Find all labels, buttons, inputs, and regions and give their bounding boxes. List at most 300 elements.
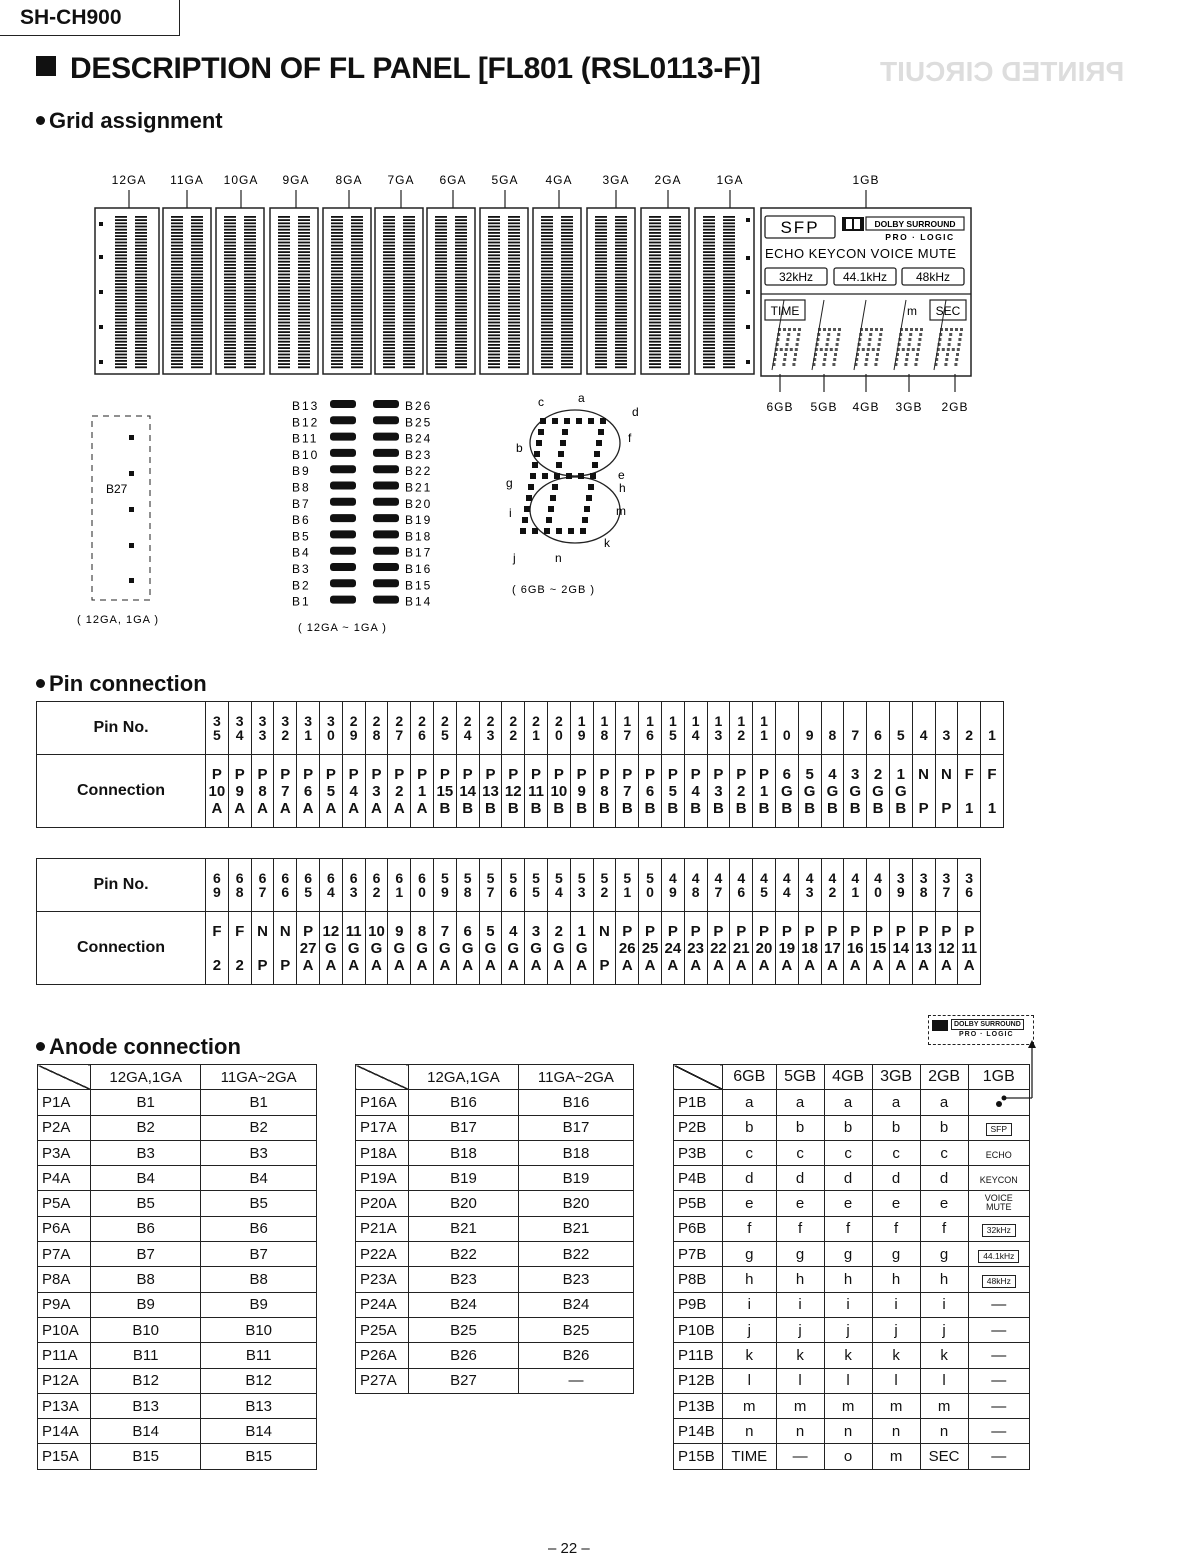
anode-cell: f [920,1216,968,1241]
diag-corner-cell [674,1065,723,1090]
table-row [674,1343,1030,1368]
diag-corner-cell [356,1065,409,1090]
anode-cell: — [968,1292,1029,1317]
pin-no-cell: 1 3 [707,702,730,755]
anode-cell: — [776,1444,824,1469]
pin-no-cell: 2 8 [365,702,388,755]
gb-indicator-box: 44.1kHz [978,1250,1019,1263]
anode-cell: a [776,1090,824,1115]
bar-label-B21: B21 [405,480,433,495]
anode-cell: P4B [674,1166,723,1191]
anode-cell: P12B [674,1368,723,1393]
table-row [674,1115,1030,1140]
connection-cell: 12 G A [319,912,342,985]
anode-cell: B6 [201,1216,317,1241]
connection-cell: F 2 [228,912,251,985]
anode-cell: B22 [518,1242,633,1267]
anode-cell: f [723,1216,777,1241]
anode-cell: P24A [356,1292,409,1317]
grid-bottom-label-2GB: 2GB [941,400,969,414]
pin-no-cell: 5 4 [547,859,570,912]
pin-no-cell: 1 [981,702,1004,755]
connection-cell: 3 G A [525,912,548,985]
anode-cell: B6 [91,1216,201,1241]
pin-no-cell: 6 8 [228,859,251,912]
pin-no-cell: 3 1 [297,702,320,755]
anode-cell: l [824,1368,872,1393]
anode-cell: P23A [356,1267,409,1292]
gb-indicator-box: 48kHz [982,1275,1016,1288]
anode-cell: B15 [91,1444,201,1469]
pin-no-cell: 5 1 [616,859,639,912]
page-number: – 22 – [548,1540,590,1557]
anode-cell: P1B [674,1090,723,1115]
pin-no-cell: 3 3 [251,702,274,755]
bar-right [373,596,399,604]
anode-cell: e [776,1191,824,1216]
connection-cell: P 20 A [753,912,776,985]
seg-letter-d: d [632,405,639,419]
connection-cell: P 8 B [593,755,616,828]
anode-cell: P18A [356,1140,409,1165]
connection-cell: 8 G A [411,912,434,985]
anode-cell: b [920,1115,968,1140]
anode-cell: i [723,1292,777,1317]
bar-left [330,547,356,555]
anode-cell: e [920,1191,968,1216]
grid-label-3GA: 3GA [602,173,630,187]
bar-left [330,433,356,441]
connection-header: Connection [37,755,206,828]
grid-label-1GB: 1GB [852,173,880,187]
table-row [356,1115,634,1140]
pin-no-header: Pin No. [37,702,206,755]
anode-cell: B22 [409,1242,519,1267]
bar-left [330,465,356,473]
pin-no-cell: 5 2 [593,859,616,912]
table-row [674,1242,1030,1267]
pin-no-cell: 3 8 [912,859,935,912]
anode-cell: d [723,1166,777,1191]
connection-cell: N P [274,912,297,985]
anode-cell: j [920,1317,968,1342]
seg-letter-f: f [628,431,632,445]
anode-cell: B15 [201,1444,317,1469]
anode-col-header: 4GB [824,1065,872,1090]
pin-no-cell: 9 [798,702,821,755]
anode-cell: B10 [91,1317,201,1342]
grid-label-4GA: 4GA [545,173,573,187]
anode-cell: m [723,1393,777,1418]
anode-cell: j [872,1317,920,1342]
grid-label-8GA: 8GA [335,173,363,187]
grid-label-2GA: 2GA [654,173,682,187]
dolby-label: DOLBY SURROUND [874,219,956,229]
connection-cell: 9 G A [388,912,411,985]
table-row [38,1393,317,1418]
anode-cell: B11 [91,1343,201,1368]
table-row [674,1317,1030,1342]
bar-label-B12: B12 [292,415,320,430]
bar-label-B7: B7 [292,496,311,511]
seg-letter-a: a [578,391,585,405]
b27-diagram [77,416,159,626]
pin-no-cell: 5 [889,702,912,755]
anode-cell: P21A [356,1216,409,1241]
grid-block-2 [163,208,211,374]
connection-cell: P 13 B [479,755,502,828]
anode-cell: — [968,1343,1029,1368]
table-row [356,1140,634,1165]
freq-48: 48kHz [915,270,951,284]
anode-cell: B3 [201,1140,317,1165]
pin-no-cell: 6 5 [297,859,320,912]
bar-left [330,449,356,457]
connection-cell: 5 G A [479,912,502,985]
diag-corner-cell [38,1065,91,1090]
table-row [674,1216,1030,1241]
pin-no-cell: 4 0 [867,859,890,912]
anode-cell: P13A [38,1393,91,1418]
anode-cell: P27A [356,1368,409,1393]
pin-no-cell: 3 4 [228,702,251,755]
grid-label-6GA: 6GA [439,173,467,187]
table-row [38,1444,317,1469]
bar-label-B22: B22 [405,464,433,479]
connection-cell: P 6 B [639,755,662,828]
bar-right [373,465,399,473]
grid-block-7 [427,208,475,374]
seg-letter-k: k [604,536,610,550]
connection-cell: 5 G B [798,755,821,828]
anode-cell: P11A [38,1343,91,1368]
grid-block-9 [533,208,581,374]
pin-no-cell: 0 [775,702,798,755]
table-row [674,1140,1030,1165]
anode-cell: j [723,1317,777,1342]
anode-cell: B23 [409,1267,519,1292]
anode-cell: B9 [91,1292,201,1317]
table-row [38,1090,317,1115]
dolby-logo-icon [842,217,864,231]
connection-cell: P 15 B [433,755,456,828]
anode-cell: B11 [201,1343,317,1368]
grid-block-4 [270,208,318,374]
anode-cell: h [723,1267,777,1292]
anode-cell: B17 [409,1115,519,1140]
gb-panel [761,208,971,376]
anode-cell: P1A [38,1090,91,1115]
grid-block-10 [587,208,635,374]
table-row [38,1343,317,1368]
bar-right [373,416,399,424]
anode-cell: l [872,1368,920,1393]
anode-cell: P15B [674,1444,723,1469]
grid-label-5GA: 5GA [491,173,519,187]
bar-label-B20: B20 [405,496,433,511]
bar-label-B10: B10 [292,447,320,462]
connection-cell: P 15 A [867,912,890,985]
table-row [38,1140,317,1165]
pin-no-cell: 2 3 [479,702,502,755]
connection-cell: P 12 B [502,755,525,828]
anode-cell: g [723,1242,777,1267]
pin-no-cell: 4 5 [753,859,776,912]
anode-cell: l [723,1368,777,1393]
anode-cell: k [920,1343,968,1368]
anode-cell [968,1140,1029,1165]
anode-cell: B4 [201,1166,317,1191]
connection-cell: 10 G A [365,912,388,985]
anode-cell: P4A [38,1166,91,1191]
segment-diagram [506,391,639,565]
pin-no-cell: 4 7 [707,859,730,912]
connection-cell: P 13 A [912,912,935,985]
bar-left [330,400,356,408]
grid-bottom-label-3GB: 3GB [895,400,923,414]
seg-letter-j: j [513,551,516,565]
pin-no-cell: 4 2 [821,859,844,912]
pin-no-cell: 4 4 [775,859,798,912]
anode-col-header: 11GA~2GA [201,1065,317,1090]
anode-cell: P12A [38,1368,91,1393]
anode-cell: P3B [674,1140,723,1165]
anode-cell: B26 [409,1343,519,1368]
pin-no-cell: 1 7 [616,702,639,755]
segment-digits [772,300,963,370]
sec-label: SEC [935,304,961,318]
model-box: SH-CH900 [0,0,180,36]
anode-cell: B10 [201,1317,317,1342]
anode-cell [968,1242,1029,1267]
pin-no-header: Pin No. [37,859,206,912]
grid-bottom-label-5GB: 5GB [810,400,838,414]
anode-cell: P20A [356,1191,409,1216]
anode-cell: l [920,1368,968,1393]
anode-cell: B23 [518,1267,633,1292]
grid-label-1GA: 1GA [716,173,744,187]
anode-cell: P10B [674,1317,723,1342]
anode-cell: e [723,1191,777,1216]
anode-cell: B16 [409,1090,519,1115]
anode-cell: P6A [38,1216,91,1241]
anode-section-heading: Anode connection [36,1034,241,1060]
connection-cell: P 9 A [228,755,251,828]
anode-cell [968,1267,1029,1292]
connection-cell: P 11 A [958,912,981,985]
table-row [674,1444,1030,1469]
anode-cell: e [824,1191,872,1216]
anode-cell: B1 [91,1090,201,1115]
connection-cell: P 5 A [319,755,342,828]
connection-cell: N P [251,912,274,985]
connection-cell: F 1 [958,755,981,828]
connection-cell: F 1 [981,755,1004,828]
pin-no-cell: 6 2 [365,859,388,912]
anode-cell: B12 [91,1368,201,1393]
anode-cell: B20 [409,1191,519,1216]
anode-cell: — [968,1317,1029,1342]
anode-col-header: 5GB [776,1065,824,1090]
anode-cell: P3A [38,1140,91,1165]
b-bar-diagram [292,399,432,609]
anode-col-header: 1GB [968,1065,1029,1090]
anode-cell: B16 [518,1090,633,1115]
digit [854,300,883,370]
anode-cell: n [776,1419,824,1444]
anode-cell: P9B [674,1292,723,1317]
table-row [674,1166,1030,1191]
bar-left [330,498,356,506]
pin-no-cell: 3 7 [935,859,958,912]
pin-table-1 [36,701,1004,828]
anode-cell: B3 [91,1140,201,1165]
anode-cell: m [920,1393,968,1418]
anode-cell: B19 [409,1166,519,1191]
anode-col-header: 3GB [872,1065,920,1090]
anode-cell: i [872,1292,920,1317]
anode-cell: P6B [674,1216,723,1241]
pin-no-cell: 2 2 [502,702,525,755]
bar-label-B23: B23 [405,447,433,462]
bar-label-B11: B11 [292,431,319,446]
bar-left [330,563,356,571]
grid-label-9GA: 9GA [282,173,310,187]
anode-cell: i [920,1292,968,1317]
pin-no-cell: 6 0 [411,859,434,912]
connection-cell: 11 G A [342,912,365,985]
anode-cell: B27 [409,1368,519,1393]
table-row [674,1419,1030,1444]
bar-left [330,416,356,424]
pin-no-cell: 3 [935,702,958,755]
anode-cell: d [776,1166,824,1191]
anode-cell: B7 [91,1242,201,1267]
gb-indicator-text: ECHO [985,1149,1012,1160]
table-row [38,1267,317,1292]
freq-44: 44.1kHz [842,270,888,284]
pin-no-cell: 2 4 [456,702,479,755]
pin-no-cell: 1 4 [684,702,707,755]
anode-cell: k [723,1343,777,1368]
anode-cell: P19A [356,1166,409,1191]
pin-no-cell: 4 9 [661,859,684,912]
anode-cell: B7 [201,1242,317,1267]
bar-right [373,482,399,490]
page-title-text: DESCRIPTION OF FL PANEL [FL801 (RSL0113-F)] [70,52,761,85]
pin-no-cell: 2 1 [525,702,548,755]
anode-cell [968,1191,1029,1216]
anode-cell: B18 [409,1140,519,1165]
dolby-logo-icon [932,1020,948,1031]
anode-cell: B14 [91,1419,201,1444]
anode-col-header: 2GB [920,1065,968,1090]
grid-block-11 [641,208,689,374]
anode-cell [968,1166,1029,1191]
anode-cell: — [968,1444,1029,1469]
seg-letter-b: b [516,441,523,455]
table-row [356,1343,634,1368]
connection-cell: P 23 A [684,912,707,985]
anode-cell: n [723,1419,777,1444]
table-row [674,1292,1030,1317]
bar-label-B19: B19 [405,513,433,528]
pin-no-cell: 3 9 [889,859,912,912]
connection-cell: P 21 A [730,912,753,985]
pin-no-cell: 5 6 [502,859,525,912]
pin-no-cell: 4 3 [798,859,821,912]
anode-cell: d [872,1166,920,1191]
anode-cell: d [824,1166,872,1191]
gb-indicator-text: KEYCON [979,1174,1018,1185]
anode-cell: g [872,1242,920,1267]
anode-cell: P14B [674,1419,723,1444]
anode-cell: g [776,1242,824,1267]
pin-no-cell: 6 3 [342,859,365,912]
pin-no-cell: 3 6 [958,859,981,912]
anode-cell: i [776,1292,824,1317]
anode-cell: g [920,1242,968,1267]
connection-cell: P 4 A [342,755,365,828]
connection-cell: P 3 A [365,755,388,828]
anode-cell: m [872,1393,920,1418]
anode-cell: B14 [201,1419,317,1444]
table-row [356,1166,634,1191]
table-row [38,1317,317,1342]
connection-cell: P 6 A [297,755,320,828]
anode-cell: P5A [38,1191,91,1216]
anode-cell: j [776,1317,824,1342]
anode-col-header: 12GA,1GA [91,1065,201,1090]
table-row [674,1368,1030,1393]
connection-cell: P 16 A [844,912,867,985]
table-row [356,1292,634,1317]
anode-cell: P9A [38,1292,91,1317]
table-row [356,1191,634,1216]
bar-label-B6: B6 [292,513,311,528]
anode-cell: c [776,1140,824,1165]
bar-left [330,530,356,538]
table-row [356,1216,634,1241]
grid-label-11GA: 11GA [170,173,204,187]
pin-no-cell: 6 9 [206,859,229,912]
callout-arrow [1000,1040,1040,1110]
pin-no-cell: 2 5 [433,702,456,755]
connection-cell: 4 G A [502,912,525,985]
prologic-label: PRO · LOGIC [885,232,955,242]
connection-cell: P 2 A [388,755,411,828]
seg-letter-g: g [506,476,513,490]
anode-cell: m [824,1393,872,1418]
bar-label-B8: B8 [292,480,311,495]
bar-label-B3: B3 [292,562,311,576]
anode-col-header: 11GA~2GA [518,1065,633,1090]
connection-cell: P 8 A [251,755,274,828]
grid-top-labels [112,173,880,208]
bar-right [373,563,399,571]
connection-cell: 2 G B [867,755,890,828]
anode-cell: B20 [518,1191,633,1216]
anode-cell: n [824,1419,872,1444]
pin-no-cell: 2 9 [342,702,365,755]
bar-label-B4: B4 [292,545,311,560]
anode-cell: l [776,1368,824,1393]
connection-cell: P 7 A [274,755,297,828]
anode-cell: b [824,1115,872,1140]
anode-cell: B5 [201,1191,317,1216]
connection-cell: 3 G B [844,755,867,828]
connection-cell: N P [912,755,935,828]
